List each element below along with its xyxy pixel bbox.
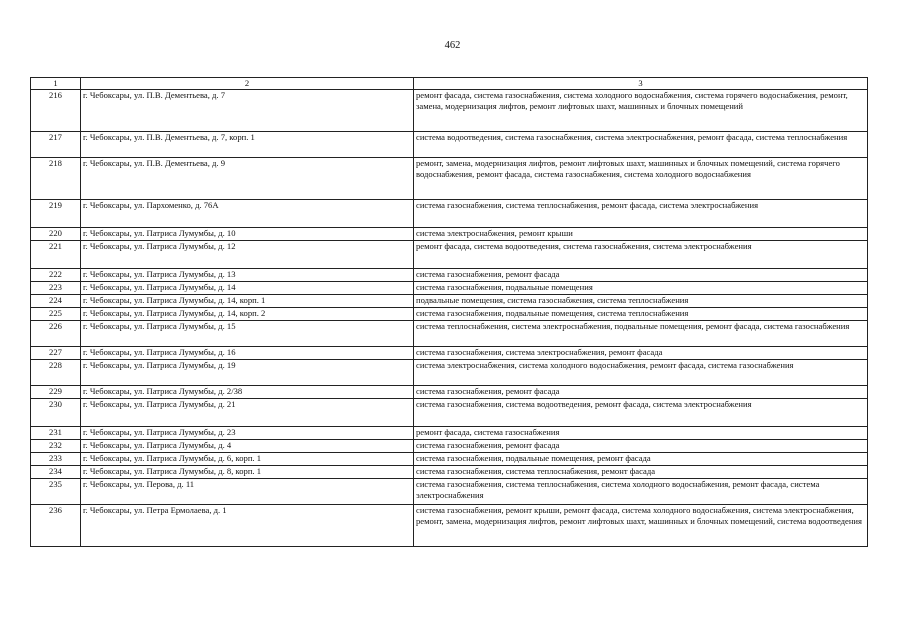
header-col-2: 2	[81, 78, 414, 90]
row-address: г. Чебоксары, ул. Патриса Лумумбы, д. 16	[81, 347, 414, 360]
row-works: система газоснабжения, система теплоснабжения, система холодного водоснабжения, ремонт фасада, система электроснабжения	[414, 479, 868, 505]
row-works: система газоснабжения, система водоотведения, ремонт фасада, система электроснабжения	[414, 399, 868, 427]
row-address: г. Чебоксары, ул. Патриса Лумумбы, д. 12	[81, 241, 414, 269]
row-address: г. Чебоксары, ул. Перова, д. 11	[81, 479, 414, 505]
row-address: г. Чебоксары, ул. Патриса Лумумбы, д. 10	[81, 228, 414, 241]
row-address: г. Чебоксары, ул. Патриса Лумумбы, д. 13	[81, 269, 414, 282]
row-works: система газоснабжения, система теплоснабжения, ремонт фасада, система электроснабжения	[414, 200, 868, 228]
row-address: г. Чебоксары, ул. Патриса Лумумбы, д. 8, корп. 1	[81, 466, 414, 479]
row-number: 224	[31, 295, 81, 308]
row-address: г. Чебоксары, ул. П.В. Дементьева, д. 7, корп. 1	[81, 132, 414, 158]
row-address: г. Чебоксары, ул. Пархоменко, д. 76А	[81, 200, 414, 228]
table-row	[31, 453, 868, 466]
row-works: система электроснабжения, система холодного водоснабжения, ремонт фасада, система газоснабжения	[414, 360, 868, 386]
row-address: г. Чебоксары, ул. Патриса Лумумбы, д. 21	[81, 399, 414, 427]
row-number: 225	[31, 308, 81, 321]
table-row	[31, 347, 868, 360]
row-number: 226	[31, 321, 81, 347]
table-row	[31, 241, 868, 269]
table-row	[31, 282, 868, 295]
row-number: 223	[31, 282, 81, 295]
row-works: система газоснабжения, ремонт фасада	[414, 269, 868, 282]
row-number: 227	[31, 347, 81, 360]
row-number: 218	[31, 158, 81, 200]
header-col-1: 1	[31, 78, 81, 90]
table-row	[31, 321, 868, 347]
row-address: г. Чебоксары, ул. Петра Ермолаева, д. 1	[81, 505, 414, 547]
row-works: ремонт фасада, система газоснабжения, система холодного водоснабжения, система горячего водоснабжения, ремонт, замена, модернизация лифтов, ремонт лифтовых шахт, машинных и блочных помещений	[414, 90, 868, 132]
row-number: 217	[31, 132, 81, 158]
table-row	[31, 295, 868, 308]
table-row	[31, 308, 868, 321]
table-row	[31, 228, 868, 241]
row-number: 219	[31, 200, 81, 228]
row-address: г. Чебоксары, ул. Патриса Лумумбы, д. 4	[81, 440, 414, 453]
row-number: 231	[31, 427, 81, 440]
table-body	[31, 90, 868, 547]
table-row	[31, 158, 868, 200]
row-works: система водоотведения, система газоснабжения, система электроснабжения, ремонт фасада, система теплоснабжения	[414, 132, 868, 158]
header-col-3: 3	[414, 78, 868, 90]
row-works: ремонт, замена, модернизация лифтов, ремонт лифтовых шахт, машинных и блочных помещений, система горячего водоснабжения, ремонт фасада, система газоснабжения, система холодного водоснабжения	[414, 158, 868, 200]
row-address: г. Чебоксары, ул. Патриса Лумумбы, д. 2/38	[81, 386, 414, 399]
table-row	[31, 399, 868, 427]
row-address: г. Чебоксары, ул. П.В. Дементьева, д. 9	[81, 158, 414, 200]
row-works: система газоснабжения, ремонт фасада	[414, 440, 868, 453]
table-header	[31, 78, 868, 90]
row-works: ремонт фасада, система газоснабжения	[414, 427, 868, 440]
row-works: система газоснабжения, ремонт фасада	[414, 386, 868, 399]
row-number: 232	[31, 440, 81, 453]
row-address: г. Чебоксары, ул. П.В. Дементьева, д. 7	[81, 90, 414, 132]
row-number: 235	[31, 479, 81, 505]
row-number: 229	[31, 386, 81, 399]
page-number: 462	[444, 40, 461, 51]
row-number: 220	[31, 228, 81, 241]
works-table	[30, 77, 868, 547]
row-works: система теплоснабжения, система электроснабжения, подвальные помещения, ремонт фасада, система газоснабжения	[414, 321, 868, 347]
row-works: система газоснабжения, подвальные помещения, система теплоснабжения	[414, 308, 868, 321]
row-address: г. Чебоксары, ул. Патриса Лумумбы, д. 14	[81, 282, 414, 295]
table-row	[31, 360, 868, 386]
row-number: 230	[31, 399, 81, 427]
table-row	[31, 505, 868, 547]
row-works: система газоснабжения, система электроснабжения, ремонт фасада	[414, 347, 868, 360]
row-address: г. Чебоксары, ул. Патриса Лумумбы, д. 14, корп. 1	[81, 295, 414, 308]
row-address: г. Чебоксары, ул. Патриса Лумумбы, д. 23	[81, 427, 414, 440]
table-row	[31, 479, 868, 505]
row-number: 216	[31, 90, 81, 132]
table-row	[31, 269, 868, 282]
header-row	[31, 78, 868, 90]
row-works: система газоснабжения, подвальные помещения, ремонт фасада	[414, 453, 868, 466]
row-number: 228	[31, 360, 81, 386]
row-address: г. Чебоксары, ул. Патриса Лумумбы, д. 14, корп. 2	[81, 308, 414, 321]
row-address: г. Чебоксары, ул. Патриса Лумумбы, д. 6, корп. 1	[81, 453, 414, 466]
table-row	[31, 200, 868, 228]
row-number: 222	[31, 269, 81, 282]
table-row	[31, 386, 868, 399]
row-works: система газоснабжения, подвальные помещения	[414, 282, 868, 295]
row-address: г. Чебоксары, ул. Патриса Лумумбы, д. 15	[81, 321, 414, 347]
row-works: система электроснабжения, ремонт крыши	[414, 228, 868, 241]
row-number: 234	[31, 466, 81, 479]
row-number: 236	[31, 505, 81, 547]
row-works: подвальные помещения, система газоснабжения, система теплоснабжения	[414, 295, 868, 308]
table-row	[31, 427, 868, 440]
table-row	[31, 132, 868, 158]
table-row	[31, 466, 868, 479]
table-row	[31, 440, 868, 453]
row-address: г. Чебоксары, ул. Патриса Лумумбы, д. 19	[81, 360, 414, 386]
table-row	[31, 90, 868, 132]
row-works: система газоснабжения, система теплоснабжения, ремонт фасада	[414, 466, 868, 479]
row-works: ремонт фасада, система водоотведения, система газоснабжения, система электроснабжения	[414, 241, 868, 269]
row-number: 233	[31, 453, 81, 466]
row-number: 221	[31, 241, 81, 269]
row-works: система газоснабжения, ремонт крыши, ремонт фасада, система холодного водоснабжения, система электроснабжения, ремонт, замена, модернизация лифтов, ремонт лифтовых шахт, машинных и блочных помещений, система водоотведения	[414, 505, 868, 547]
